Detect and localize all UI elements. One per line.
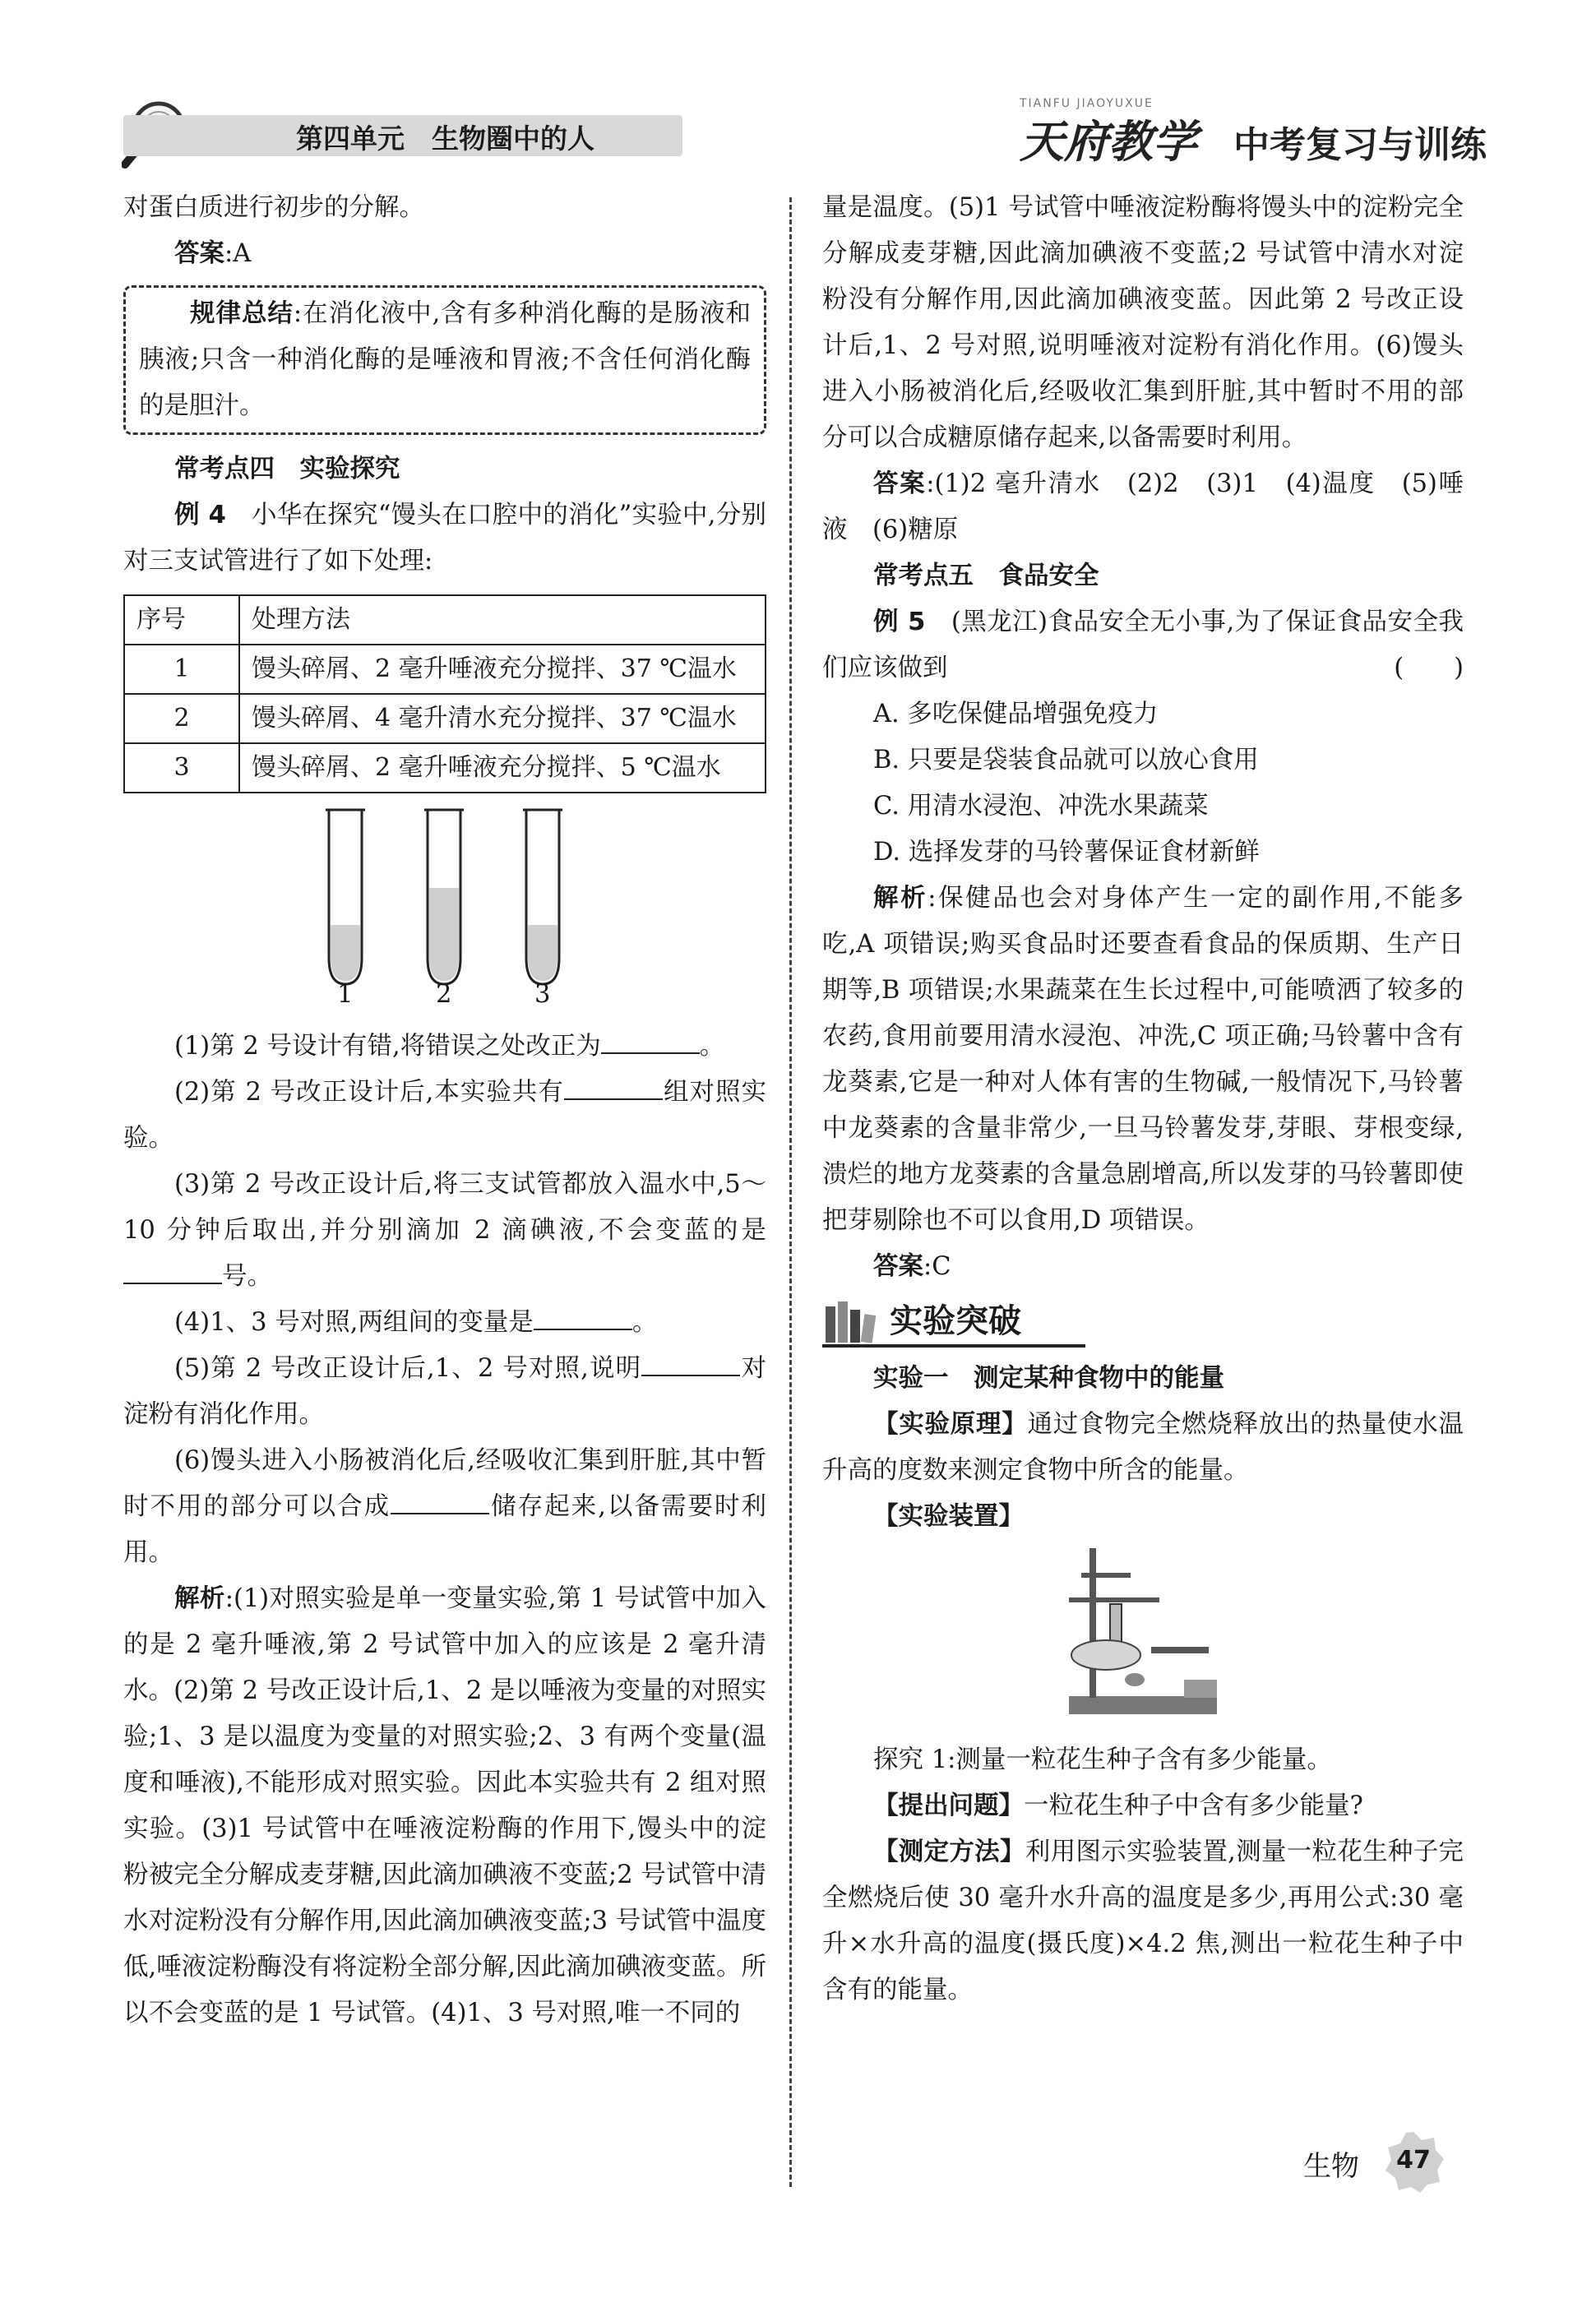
- page-number: 47: [1396, 2146, 1431, 2175]
- footer-subject: 生物: [1303, 2150, 1359, 2183]
- question-2: [123, 1070, 766, 1162]
- question-text: (3)第 2 号改正设计后,将三支试管都放入温水中,5～10 分钟后取出,并分别滴加 2 滴碘液,不会变蓝的是: [123, 1170, 766, 1245]
- question-text: 。: [699, 1032, 725, 1061]
- analysis-label: 解析: [174, 1584, 225, 1613]
- table-cell: 3: [124, 743, 239, 793]
- option-c: C. 用清水浸泡、冲洗水果蔬菜: [873, 792, 1209, 821]
- summary-text: :在消化液中,含有多种消化酶的是肠液和胰液;只含一种消化酶的是唾液和胃液;不含任何消化酶的是胆汁。: [139, 299, 751, 420]
- option-b: B. 只要是袋装食品就可以放心食用: [873, 746, 1259, 774]
- answer-blank[interactable]: [564, 1074, 663, 1100]
- summary-label: 规律总结: [190, 299, 294, 328]
- experiment-1-heading: 实验一 测定某种食物中的能量: [873, 1364, 1224, 1393]
- answer-3: [123, 231, 766, 277]
- example-label: 例 4: [174, 501, 226, 529]
- question-1: [123, 1024, 766, 1070]
- question-text: 组对照实验。: [123, 1078, 766, 1153]
- question-text: 一粒花生种子中含有多少能量?: [1024, 1792, 1363, 1820]
- answer-value: :C: [923, 1252, 951, 1281]
- unit-title: 第四单元 生物圈中的人: [296, 123, 594, 155]
- section-title: 实验突破: [890, 1302, 1021, 1340]
- test-tube-3: [523, 810, 562, 984]
- table-cell: 馒头碎屑、4 毫升清水充分搅拌、37 ℃温水: [239, 694, 766, 743]
- question-6: [123, 1438, 766, 1576]
- method-text: 利用图示实验装置,测量一粒花生种子完全燃烧后使 30 毫升水升高的温度是多少,再用公式:30 毫升×水升高的温度(摄氏度)×4.2 焦,测出一粒花生种子中含有的能量。: [822, 1838, 1464, 2004]
- tube-label: 2: [436, 980, 452, 1009]
- apparatus-figure: [822, 1540, 1464, 1737]
- test-tube-2: [424, 810, 464, 984]
- apparatus-label: 【实验装置】: [873, 1502, 1024, 1531]
- answer-4: [822, 461, 1464, 553]
- analysis-4: [123, 1576, 766, 2037]
- option-d: D. 选择发芽的马铃薯保证食材新鲜: [873, 838, 1260, 867]
- answer-blank[interactable]: [641, 1350, 740, 1376]
- table-header: 处理方法: [239, 595, 766, 645]
- table-header-row: [124, 595, 766, 645]
- answer-paren[interactable]: ( ): [1394, 654, 1464, 682]
- table-cell: 馒头碎屑、2 毫升唾液充分搅拌、37 ℃温水: [239, 645, 766, 694]
- answer-value: :A: [224, 239, 252, 268]
- question: [822, 1783, 1464, 1829]
- question-text: (6)馒头进入小肠被消化后,经吸收汇集到肝脏,其中暂时不用的部分可以合成: [123, 1446, 766, 1521]
- principle: [822, 1402, 1464, 1494]
- answer-label: 答案: [873, 469, 927, 498]
- brand-logo: 天府教学: [1020, 115, 1197, 168]
- question-text: 储存起来,以备需要时利用。: [123, 1492, 767, 1567]
- question-text: (2)第 2 号改正设计后,本实验共有: [174, 1078, 564, 1107]
- question-label: 【提出问题】: [873, 1792, 1024, 1820]
- books-icon: [822, 1298, 880, 1344]
- analysis-5: [822, 876, 1464, 1244]
- question-text: (4)1、3 号对照,两组间的变量是: [174, 1308, 534, 1337]
- right-column: [822, 185, 1464, 2013]
- option-a: A. 多吃保健品增强免疫力: [873, 700, 1159, 728]
- left-column: [123, 185, 766, 2037]
- test-tube-1: [326, 810, 365, 984]
- table-cell: 馒头碎屑、2 毫升唾液充分搅拌、5 ℃温水: [239, 743, 766, 793]
- example-4: [123, 492, 766, 585]
- table-row: [124, 743, 766, 793]
- answer-5: [822, 1244, 1464, 1290]
- question-text: 对淀粉有消化作用。: [123, 1354, 766, 1429]
- summary-box: [123, 285, 766, 435]
- analysis-text: :保健品也会对身体产生一定的副作用,不能多吃,A 项错误;购买食品时还要查看食品的保质期、生产日期等,B 项错误;水果蔬菜在生长过程中,可能喷洒了较多的农药,食用前要用清水浸泡、冲洗,C 项正确;马铃薯中含有龙葵素,它是一种对人体有害的生物碱,一般情况下,马铃薯中龙葵素的含量非常少,一旦马铃薯发芽,芽眼、芽根变绿,溃烂的地方龙葵素的含量急剧增高,所以发芽的马铃薯即使把芽剔除也不可以食用,D 项错误。: [822, 884, 1464, 1235]
- table-row: [124, 694, 766, 743]
- column-divider: [789, 197, 792, 2187]
- experiment-section-heading: [822, 1298, 1085, 1348]
- analysis-text: :(1)对照实验是单一变量实验,第 1 号试管中加入的是 2 毫升唾液,第 2 号试管中加入的应该是 2 毫升清水。(2)第 2 号改正设计后,1、2 是以唾液为变量的对照实验;1、3 是以温度为变量的对照实验;2、3 有两个变量(温度和唾液),不能形成对照实验。因此本实验共有 2 组对照实验。(3)1 号试管中在唾液淀粉酶的作用下,馒头中的淀粉被完全分解成麦芽糖,因此滴加碘液不变蓝;2 号试管中清水对淀粉没有分解作用,因此滴加碘液变蓝;3 号试管中温度低,唾液淀粉酶没有将淀粉全部分解,因此滴加碘液变蓝。所以不会变蓝的是 1 号试管。(4)1、3 号对照,唯一不同的: [123, 1584, 767, 2027]
- point5-heading: 常考点五 食品安全: [873, 562, 1099, 590]
- method: [822, 1829, 1464, 2013]
- answer-value: :(1)2 毫升清水 (2)2 (3)1 (4)温度 (5)唾液 (6)糖原: [822, 469, 1464, 544]
- test-tubes-illustration: [123, 802, 766, 995]
- analysis-label: 解析: [873, 884, 928, 913]
- question-text: 。: [631, 1308, 658, 1337]
- series-title: 中考复习与训练: [1233, 124, 1487, 166]
- tube-label: 3: [534, 980, 551, 1009]
- principle-text: 通过食物完全燃烧释放出的热量使水温升高的度数来测定食物中所含的能量。: [822, 1410, 1464, 1485]
- test-tube-figure: [123, 802, 766, 1024]
- question-4: [123, 1300, 766, 1346]
- table-row: [124, 645, 766, 694]
- answer-blank[interactable]: [534, 1304, 632, 1330]
- example-label: 例 5: [873, 608, 926, 636]
- answer-label: 答案: [873, 1252, 923, 1281]
- example-text: (黑龙江)食品安全无小事,为了保证食品安全我们应该做到: [822, 608, 1464, 682]
- brand-pinyin: TIANFU JIAOYUXUE: [1020, 97, 1154, 110]
- question-text: 号。: [222, 1262, 272, 1291]
- table-cell: 1: [124, 645, 239, 694]
- answer-blank[interactable]: [601, 1028, 700, 1054]
- tube-label: 1: [337, 980, 354, 1009]
- answer-blank[interactable]: [123, 1258, 222, 1284]
- method-label: 【测定方法】: [873, 1838, 1025, 1866]
- point4-heading: 常考点四 实验探究: [174, 455, 400, 483]
- inquiry-1: 探究 1:测量一粒花生种子含有多少能量。: [873, 1745, 1332, 1774]
- table-cell: 2: [124, 694, 239, 743]
- text-paragraph: 对蛋白质进行初步的分解。: [123, 193, 424, 222]
- answer-label: 答案: [174, 239, 224, 268]
- analysis-continued: 量是温度。(5)1 号试管中唾液淀粉酶将馒头中的淀粉完全分解成麦芽糖,因此滴加碘液不变蓝;2 号试管中清水对淀粉没有分解作用,因此滴加碘液变蓝。因此第 2 号改正设计后,1、2 号对照,说明唾液对淀粉有消化作用。(6)馒头进入小肠被消化后,经吸收汇集到肝脏,其中暂时不用的部分可以合成糖原储存起来,以备需要时利用。: [822, 193, 1464, 452]
- example-text: 小华在探究“馒头在口腔中的消化”实验中,分别对三支试管进行了如下处理:: [123, 501, 766, 576]
- table-header: 序号: [124, 595, 239, 645]
- answer-blank[interactable]: [391, 1488, 489, 1514]
- treatment-table: [123, 594, 766, 793]
- question-5: [123, 1346, 766, 1438]
- example-5: [822, 599, 1464, 691]
- question-3: [123, 1162, 766, 1300]
- principle-label: 【实验原理】: [873, 1410, 1028, 1439]
- question-text: (5)第 2 号改正设计后,1、2 号对照,说明: [174, 1354, 642, 1383]
- apparatus-illustration: [822, 1540, 1464, 1729]
- question-text: (1)第 2 号设计有错,将错误之处改正为: [174, 1032, 601, 1061]
